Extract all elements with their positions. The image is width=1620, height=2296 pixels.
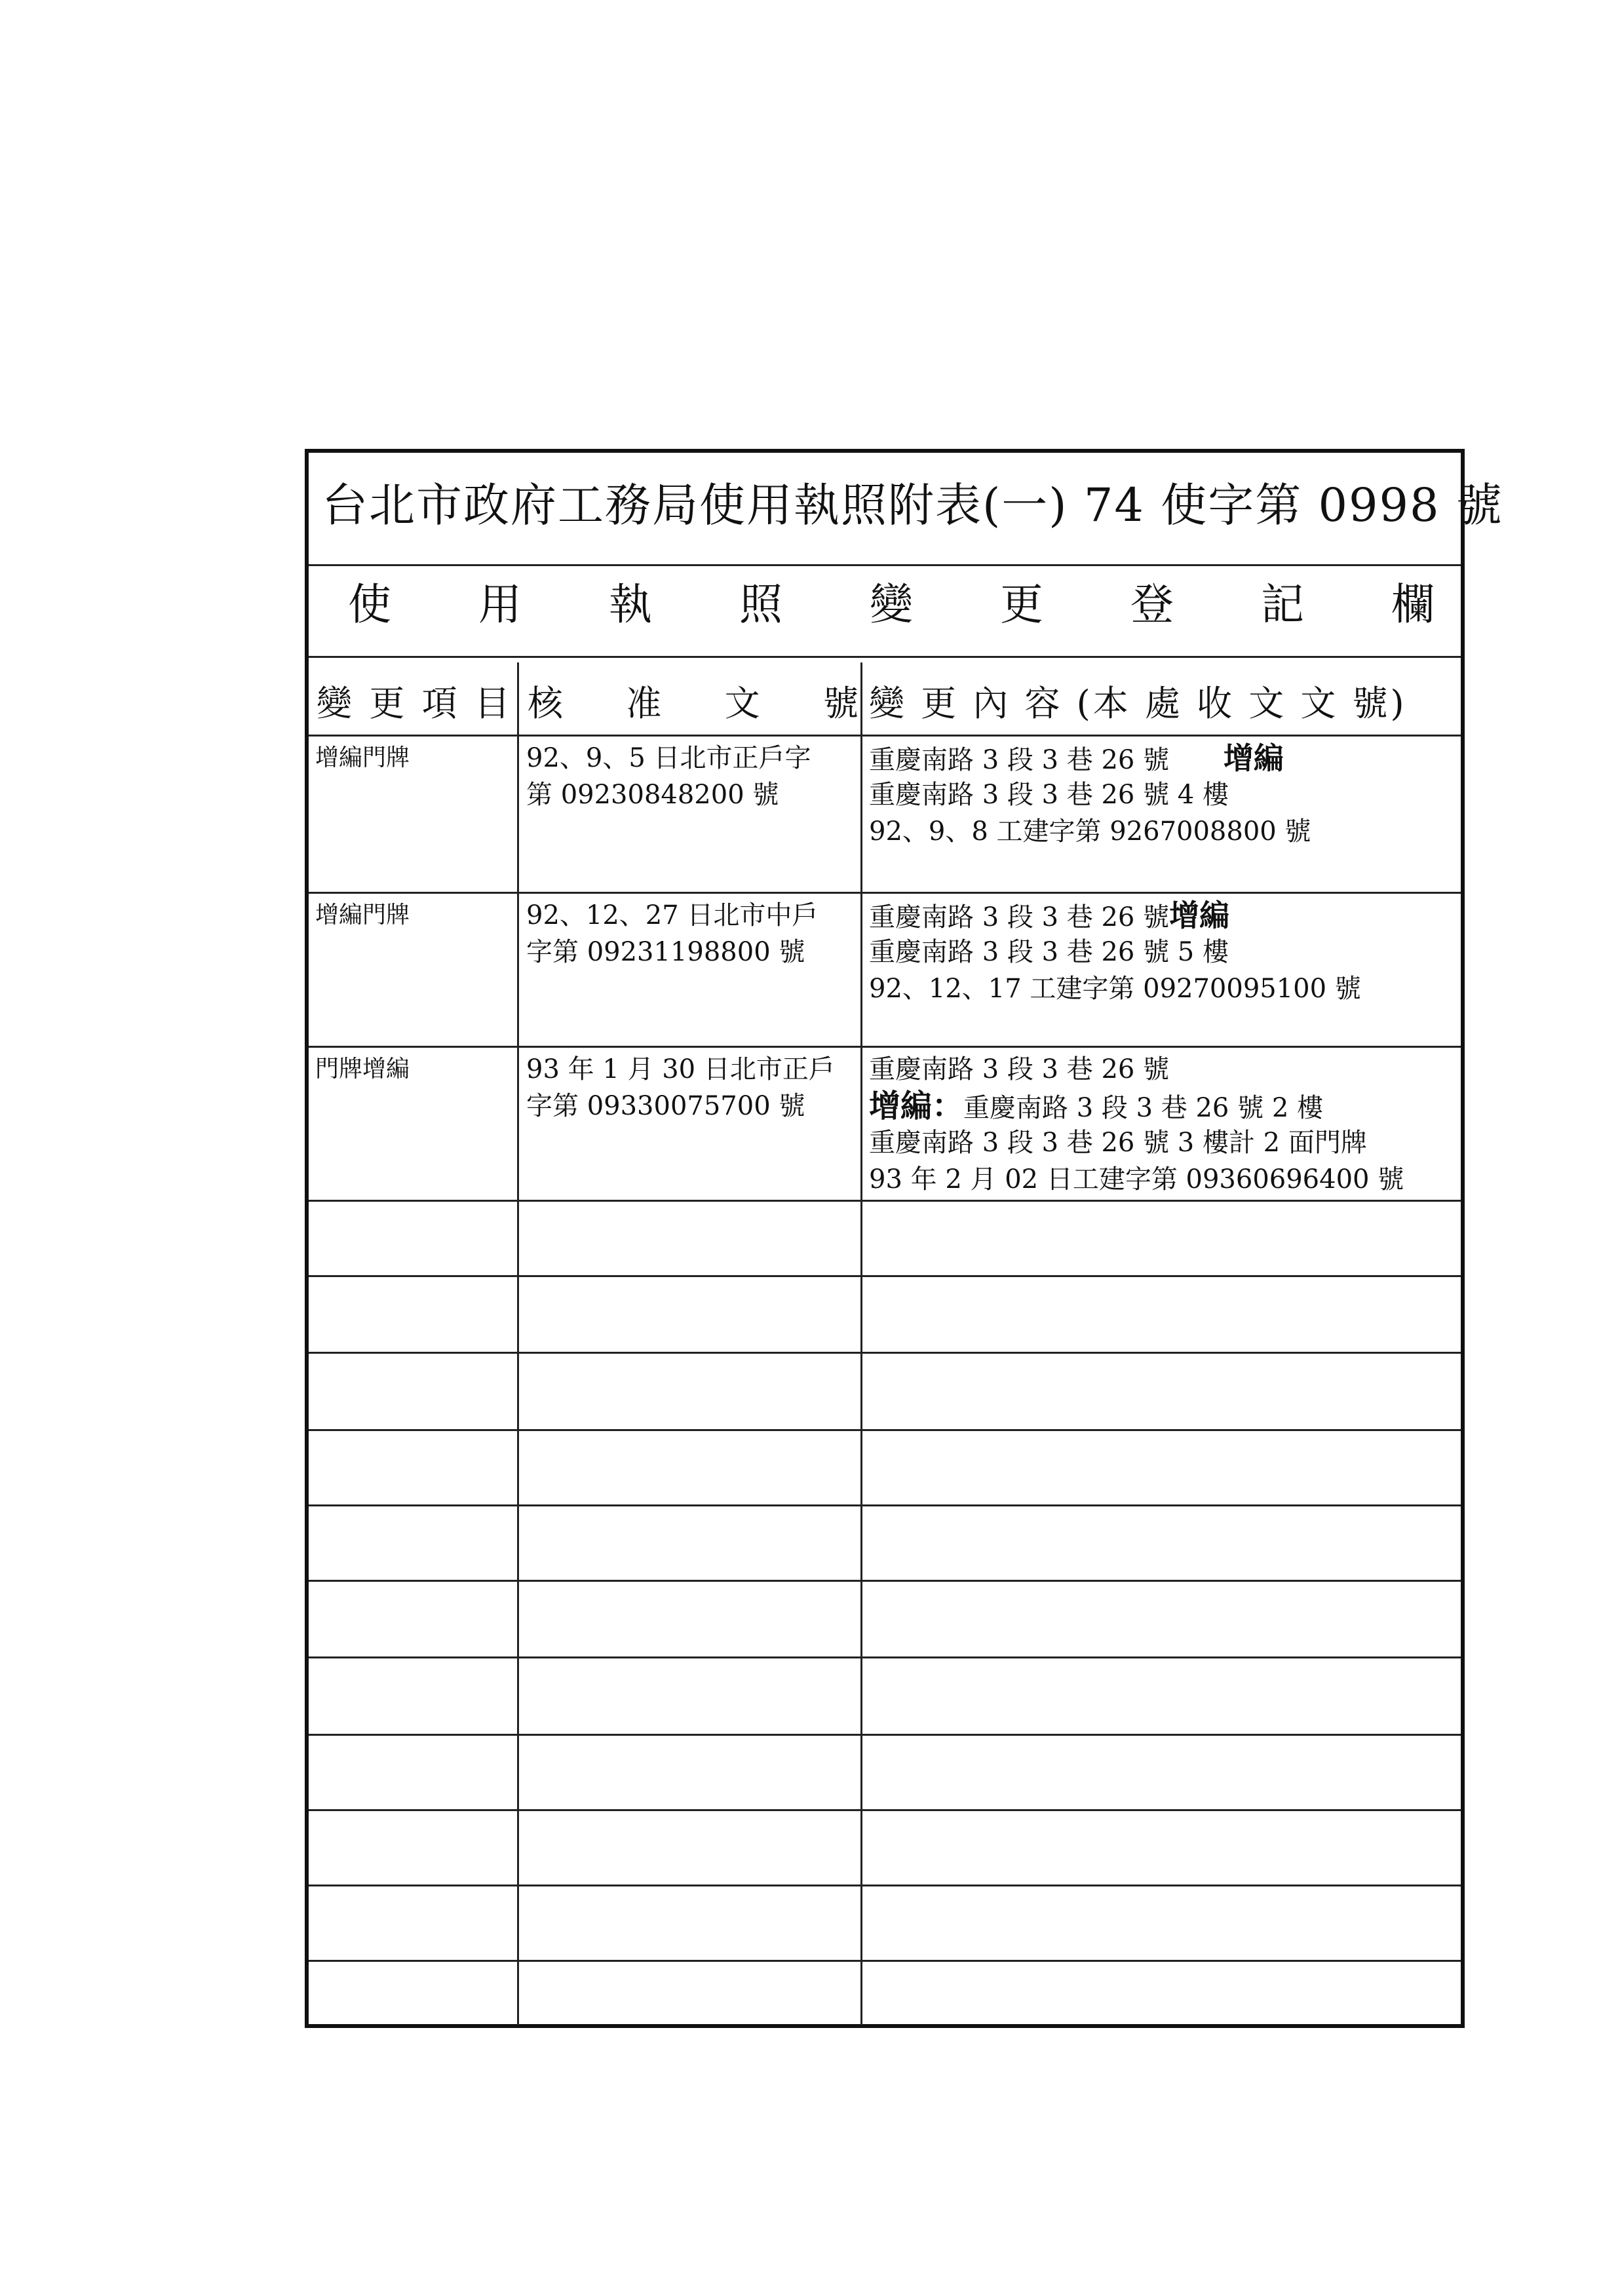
empty-row-divider [309, 1504, 1461, 1506]
header-char: 更 [369, 682, 405, 724]
subtitle-char: 更 [1000, 579, 1043, 630]
entry-content-text: 重慶南路 3 段 3 巷 26 號 [869, 902, 1170, 932]
entry-content-line [869, 897, 1229, 936]
entry-approval-line: 92、9、5 日北市正戶字 [526, 743, 811, 773]
empty-row-divider [309, 1352, 1461, 1354]
entry-content-bold: 增編 [1169, 898, 1230, 933]
entry-content-text: 重慶南路 3 段 3 巷 26 號 [869, 745, 1170, 775]
entry-content-line: 92、9、8 工建字第 9267008800 號 [869, 816, 1311, 847]
header-divider [309, 735, 1461, 737]
change-registration-form [305, 449, 1503, 2028]
subtitle-char: 欄 [1391, 579, 1435, 630]
subtitle-char: 使 [348, 579, 391, 630]
entry-content-text: 重慶南路 3 段 3 巷 26 號 2 樓 [963, 1093, 1323, 1123]
title-divider [309, 564, 1461, 566]
subtitle-char: 變 [870, 579, 913, 630]
entry-item: 增編門牌 [315, 744, 410, 771]
row-divider [309, 892, 1461, 894]
column-header-change-item [317, 676, 510, 725]
empty-row-divider [309, 1885, 1461, 1886]
empty-row-divider [309, 1580, 1461, 1582]
entry-item: 增編門牌 [315, 902, 410, 928]
entry-content-line: 重慶南路 3 段 3 巷 26 號 3 樓計 2 面門牌 [869, 1128, 1367, 1158]
empty-row-divider [309, 1809, 1461, 1811]
row-divider [309, 1046, 1461, 1048]
form-title: 台北市政府工務局使用執照附表(一) 74 使字第 0998 號 [322, 478, 1503, 532]
entry-content-line [869, 1088, 1323, 1126]
header-char: 變 [317, 682, 352, 724]
empty-row-divider [309, 1734, 1461, 1736]
entry-content-bold: 增編： [869, 1088, 964, 1124]
entry-approval-line: 字第 09330075700 號 [526, 1091, 805, 1121]
header-char: 文 [724, 682, 760, 724]
subtitle-char: 執 [609, 579, 652, 630]
entry-content-line: 92、12、17 工建字第 09270095100 號 [869, 974, 1361, 1004]
subtitle-char: 用 [478, 579, 522, 630]
column-header-change-content: 變 更 內 容 (本 處 收 文 文 號) [869, 682, 1407, 724]
entry-content-line: 93 年 2 月 02 日工建字第 09360696400 號 [869, 1164, 1404, 1195]
empty-row-divider [309, 1275, 1461, 1277]
entry-content-line [869, 740, 1284, 778]
column-divider-1 [517, 662, 519, 2025]
column-header-approval-no [528, 676, 858, 725]
entry-approval-line: 92、12、27 日北市中戶 [526, 900, 819, 930]
entry-content-line: 重慶南路 3 段 3 巷 26 號 [869, 1054, 1170, 1084]
subtitle-divider [309, 656, 1461, 658]
header-char: 目 [474, 682, 510, 724]
empty-row-divider [309, 1960, 1461, 1962]
column-divider-2 [860, 662, 862, 2025]
header-char: 准 [626, 682, 662, 724]
entry-content-bold: 增編 [1223, 740, 1284, 776]
entry-item: 門牌增編 [315, 1056, 410, 1082]
entry-approval-line: 第 09230848200 號 [526, 780, 779, 810]
entry-approval-line: 93 年 1 月 30 日北市正戶 [526, 1054, 835, 1084]
form-subtitle [348, 567, 1435, 633]
subtitle-char: 記 [1261, 579, 1304, 630]
header-char: 號 [822, 682, 858, 724]
empty-row-divider [309, 1656, 1461, 1658]
subtitle-char: 照 [739, 579, 782, 630]
subtitle-char: 登 [1130, 579, 1174, 630]
row-divider [309, 1200, 1461, 1202]
header-char: 項 [421, 682, 457, 724]
entry-content-line: 重慶南路 3 段 3 巷 26 號 4 樓 [869, 780, 1229, 810]
entry-approval-line: 字第 09231198800 號 [526, 937, 805, 967]
header-char: 核 [528, 682, 563, 724]
entry-content-line: 重慶南路 3 段 3 巷 26 號 5 樓 [869, 937, 1229, 967]
empty-row-divider [309, 1429, 1461, 1431]
